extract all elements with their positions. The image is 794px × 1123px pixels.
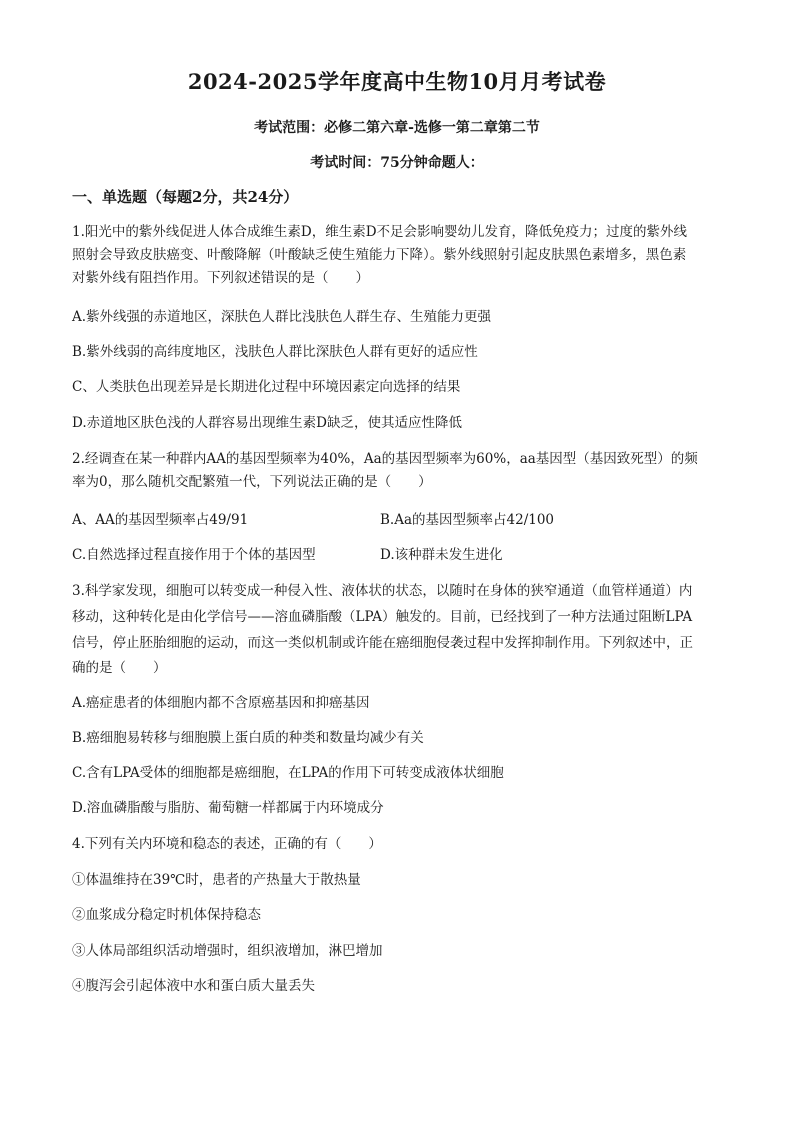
q3-option-b: B.癌细胞易转移与细胞膜上蛋白质的种类和数量均减少有关 xyxy=(72,730,424,746)
q3-stem-line: 信号，停止胚胎细胞的运动，而这一类似机制或许能在癌细胞侵袭过程中发挥抑制作用。下列叙述中，正 xyxy=(72,635,693,651)
q2-option-a: A、AA的基因型频率占49/91 xyxy=(72,512,249,528)
q2-option-c: C.自然选择过程直接作用于个体的基因型 xyxy=(72,547,316,563)
q4-item: ②血浆成分稳定时机体保持稳态 xyxy=(72,907,261,923)
exam-scope: 考试范围：必修二第六章-选修一第二章第二节 xyxy=(254,120,540,136)
q2-option-d: D.该种群未发生进化 xyxy=(380,547,503,563)
q2-option-b: B.Aa的基因型频率占42/100 xyxy=(380,512,555,528)
section-heading-single-choice: 一、单选题（每题2分，共24分） xyxy=(72,188,299,206)
q1-stem-line: 1.阳光中的紫外线促进人体合成维生素D，维生素D不足会影响婴幼儿发育，降低免疫力；过度的紫外线 xyxy=(72,224,688,240)
q1-stem-line: 照射会导致皮肤癌变、叶酸降解（叶酸缺乏使生殖能力下降）。紫外线照射引起皮肤黑色素增多，黑色素 xyxy=(72,247,687,263)
q3-stem-line: 移动，这种转化是由化学信号——溶血磷脂酸（LPA）触发的。目前，已经找到了一种方法通过阻断LPA xyxy=(72,609,693,625)
q3-stem-line: 3.科学家发现，细胞可以转变成一种侵入性、液体状的状态，以随时在身体的狭窄通道（血管样通道）内 xyxy=(72,583,693,599)
q3-option-c: C.含有LPA受体的细胞都是癌细胞，在LPA的作用下可转变成液体状细胞 xyxy=(72,765,504,781)
q1-stem-line: 对紫外线有阻挡作用。下列叙述错误的是（ ） xyxy=(72,270,369,286)
q3-stem-line: 确的是（ ） xyxy=(72,660,167,676)
q1-option-c: C、人类肤色出现差异是长期进化过程中环境因素定向选择的结果 xyxy=(72,379,461,395)
exam-title: 2024-2025学年度高中生物10月月考试卷 xyxy=(187,69,607,94)
q2-stem-line: 率为0，那么随机交配繁殖一代，下列说法正确的是（ ） xyxy=(72,474,432,490)
q4-item: ④腹泻会引起体液中水和蛋白质大量丢失 xyxy=(72,978,315,994)
q3-option-a: A.癌症患者的体细胞内都不含原癌基因和抑癌基因 xyxy=(72,695,370,711)
q2-stem-line: 2.经调查在某一种群内AA的基因型频率为40%，Aa的基因型频率为60%，aa基因型（基因致死型）的频 xyxy=(72,451,698,467)
q1-option-b: B.紫外线弱的高纬度地区，浅肤色人群比深肤色人群有更好的适应性 xyxy=(72,344,478,360)
q3-option-d: D.溶血磷脂酸与脂肪、葡萄糖一样都属于内环境成分 xyxy=(72,800,384,816)
q4-item: ③人体局部组织活动增强时，组织液增加，淋巴增加 xyxy=(72,943,383,959)
q4-item: ①体温维持在39℃时，患者的产热量大于散热量 xyxy=(72,872,361,888)
q1-option-d: D.赤道地区肤色浅的人群容易出现维生素D缺乏，使其适应性降低 xyxy=(72,415,462,431)
q1-option-a: A.紫外线强的赤道地区，深肤色人群比浅肤色人群生存、生殖能力更强 xyxy=(72,309,492,325)
q4-stem: 4.下列有关内环境和稳态的表述，正确的有（ ） xyxy=(72,836,382,852)
exam-time-author: 考试时间：75分钟命题人： xyxy=(310,155,484,171)
